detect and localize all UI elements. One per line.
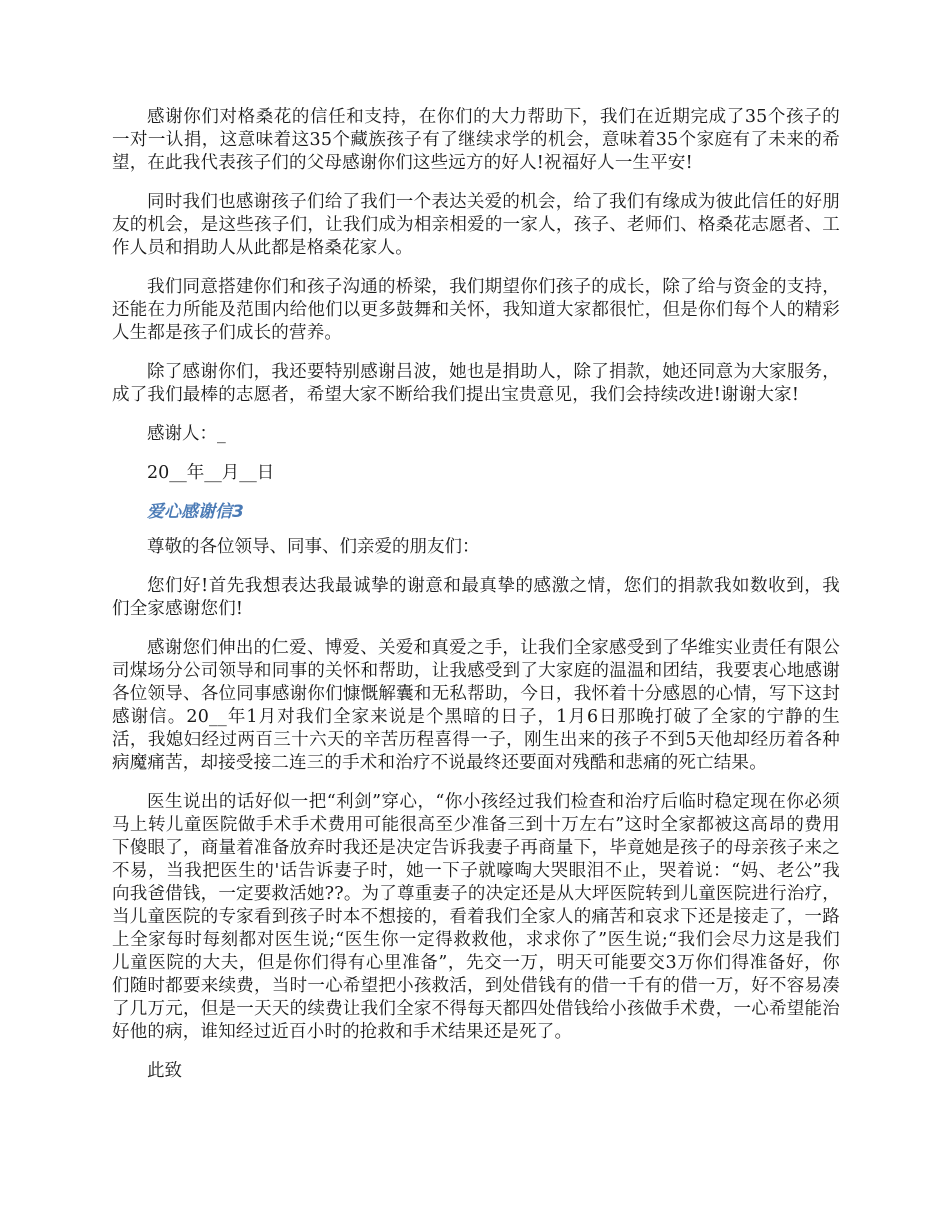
paragraph: 感谢你们对格桑花的信任和支持，在你们的大力帮助下，我们在近期完成了35个孩子的一对一认捐，这意味着这35个藏族孩子有了继续求学的机会，意味着35个家庭有了未来的希望，在此我代表孩子们的父母感谢你们这些远方的好人!祝福好人一生平安! xyxy=(112,107,840,173)
paragraph: 您们好!首先我想表达我最诚挚的谢意和最真挚的感激之情，您们的捐款我如数收到，我们全家感谢您们! xyxy=(112,576,840,619)
document-page xyxy=(112,106,840,1099)
section-heading: 爱心感谢信3 xyxy=(147,502,244,522)
salutation: 尊敬的各位领导、同事、们亲爱的朋友们： xyxy=(147,537,480,557)
paragraph: 同时我们也感谢孩子们给了我们一个表达关爱的机会，给了我们有缘成为彼此信任的好朋友的机会，是这些孩子们，让我们成为相亲相爱的一家人，孩子、老师们、格桑花志愿者、工作人员和捐助人从此都是格桑花家人。 xyxy=(112,192,840,258)
closing: 此致 xyxy=(147,1061,182,1081)
paragraph: 感谢您们伸出的仁爱、博爱、关爱和真爱之手，让我们全家感受到了华维实业责任有限公司煤场分公司领导和同事的关怀和帮助，让我感受到了大家庭的温温和团结，我要衷心地感谢各位领导、各位同事感谢你们慷慨解囊和无私帮助，今日，我怀着十分感恩的心情，写下这封感谢信。20__年1月对我们全家来说是个黑暗的日子，1月6日那晚打破了全家的宁静的生活，我媳妇经过两百三十六天的辛苦历程喜得一子，刚生出来的孩子不到5天他却经历着各种病魔痛苦，却接受接二连三的手术和治疗不说最终还要面对残酷和悲痛的死亡结果。 xyxy=(112,638,840,773)
date-line: 20__年__月__日 xyxy=(147,463,275,483)
paragraph: 除了感谢你们，我还要特别感谢吕波，她也是捐助人，除了捐款，她还同意为大家服务，成了我们最棒的志愿者，希望大家不断给我们提出宝贵意见，我们会持续改进!谢谢大家! xyxy=(112,362,840,405)
paragraph: 医生说出的话好似一把“利剑”穿心，“你小孩经过我们检查和治疗后临时稳定现在你必须马上转儿童医院做手术手术费用可能很高至少准备三到十万左右”这时全家都被这高昂的费用下傻眼了，商量着准备放弃时我还是决定告诉我妻子再商量下，毕竟她是孩子的母亲孩子来之不易，当我把医生的'话告诉妻子时，她一下子就嚎啕大哭眼泪不止，哭着说：“妈、老公”我向我爸借钱，一定要救活她??。为了尊重妻子的决定还是从大坪医院转到儿童医院进行治疗，当儿童医院的专家看到孩子时本不想接的，看着我们全家人的痛苦和哀求下还是接走了，一路上全家每时每刻都对医生说;“医生你一定得救救他，求求你了”医生说;“我们会尽力这是我们儿童医院的大夫，但是你们得有心里准备”，先交一万，明天可能要交3万你们得准备好，你们随时都要来续费，当时一心希望把小孩救活，到处借钱有的借一千有的借一万，好不容易凑了几万元，但是一天天的续费让我们全家不得每天都四处借钱给小孩做手术费，一心希望能治好他的病，谁知经过近百小时的抢救和手术结果还是死了。 xyxy=(112,792,840,1042)
signer-line: 感谢人：_ xyxy=(147,424,226,444)
paragraph: 我们同意搭建你们和孩子沟通的桥梁，我们期望你们孩子的成长，除了给与资金的支持，还能在力所能及范围内给他们以更多鼓舞和关怀，我知道大家都很忙，但是你们每个人的精彩人生都是孩子们成长的营养。 xyxy=(112,277,840,343)
